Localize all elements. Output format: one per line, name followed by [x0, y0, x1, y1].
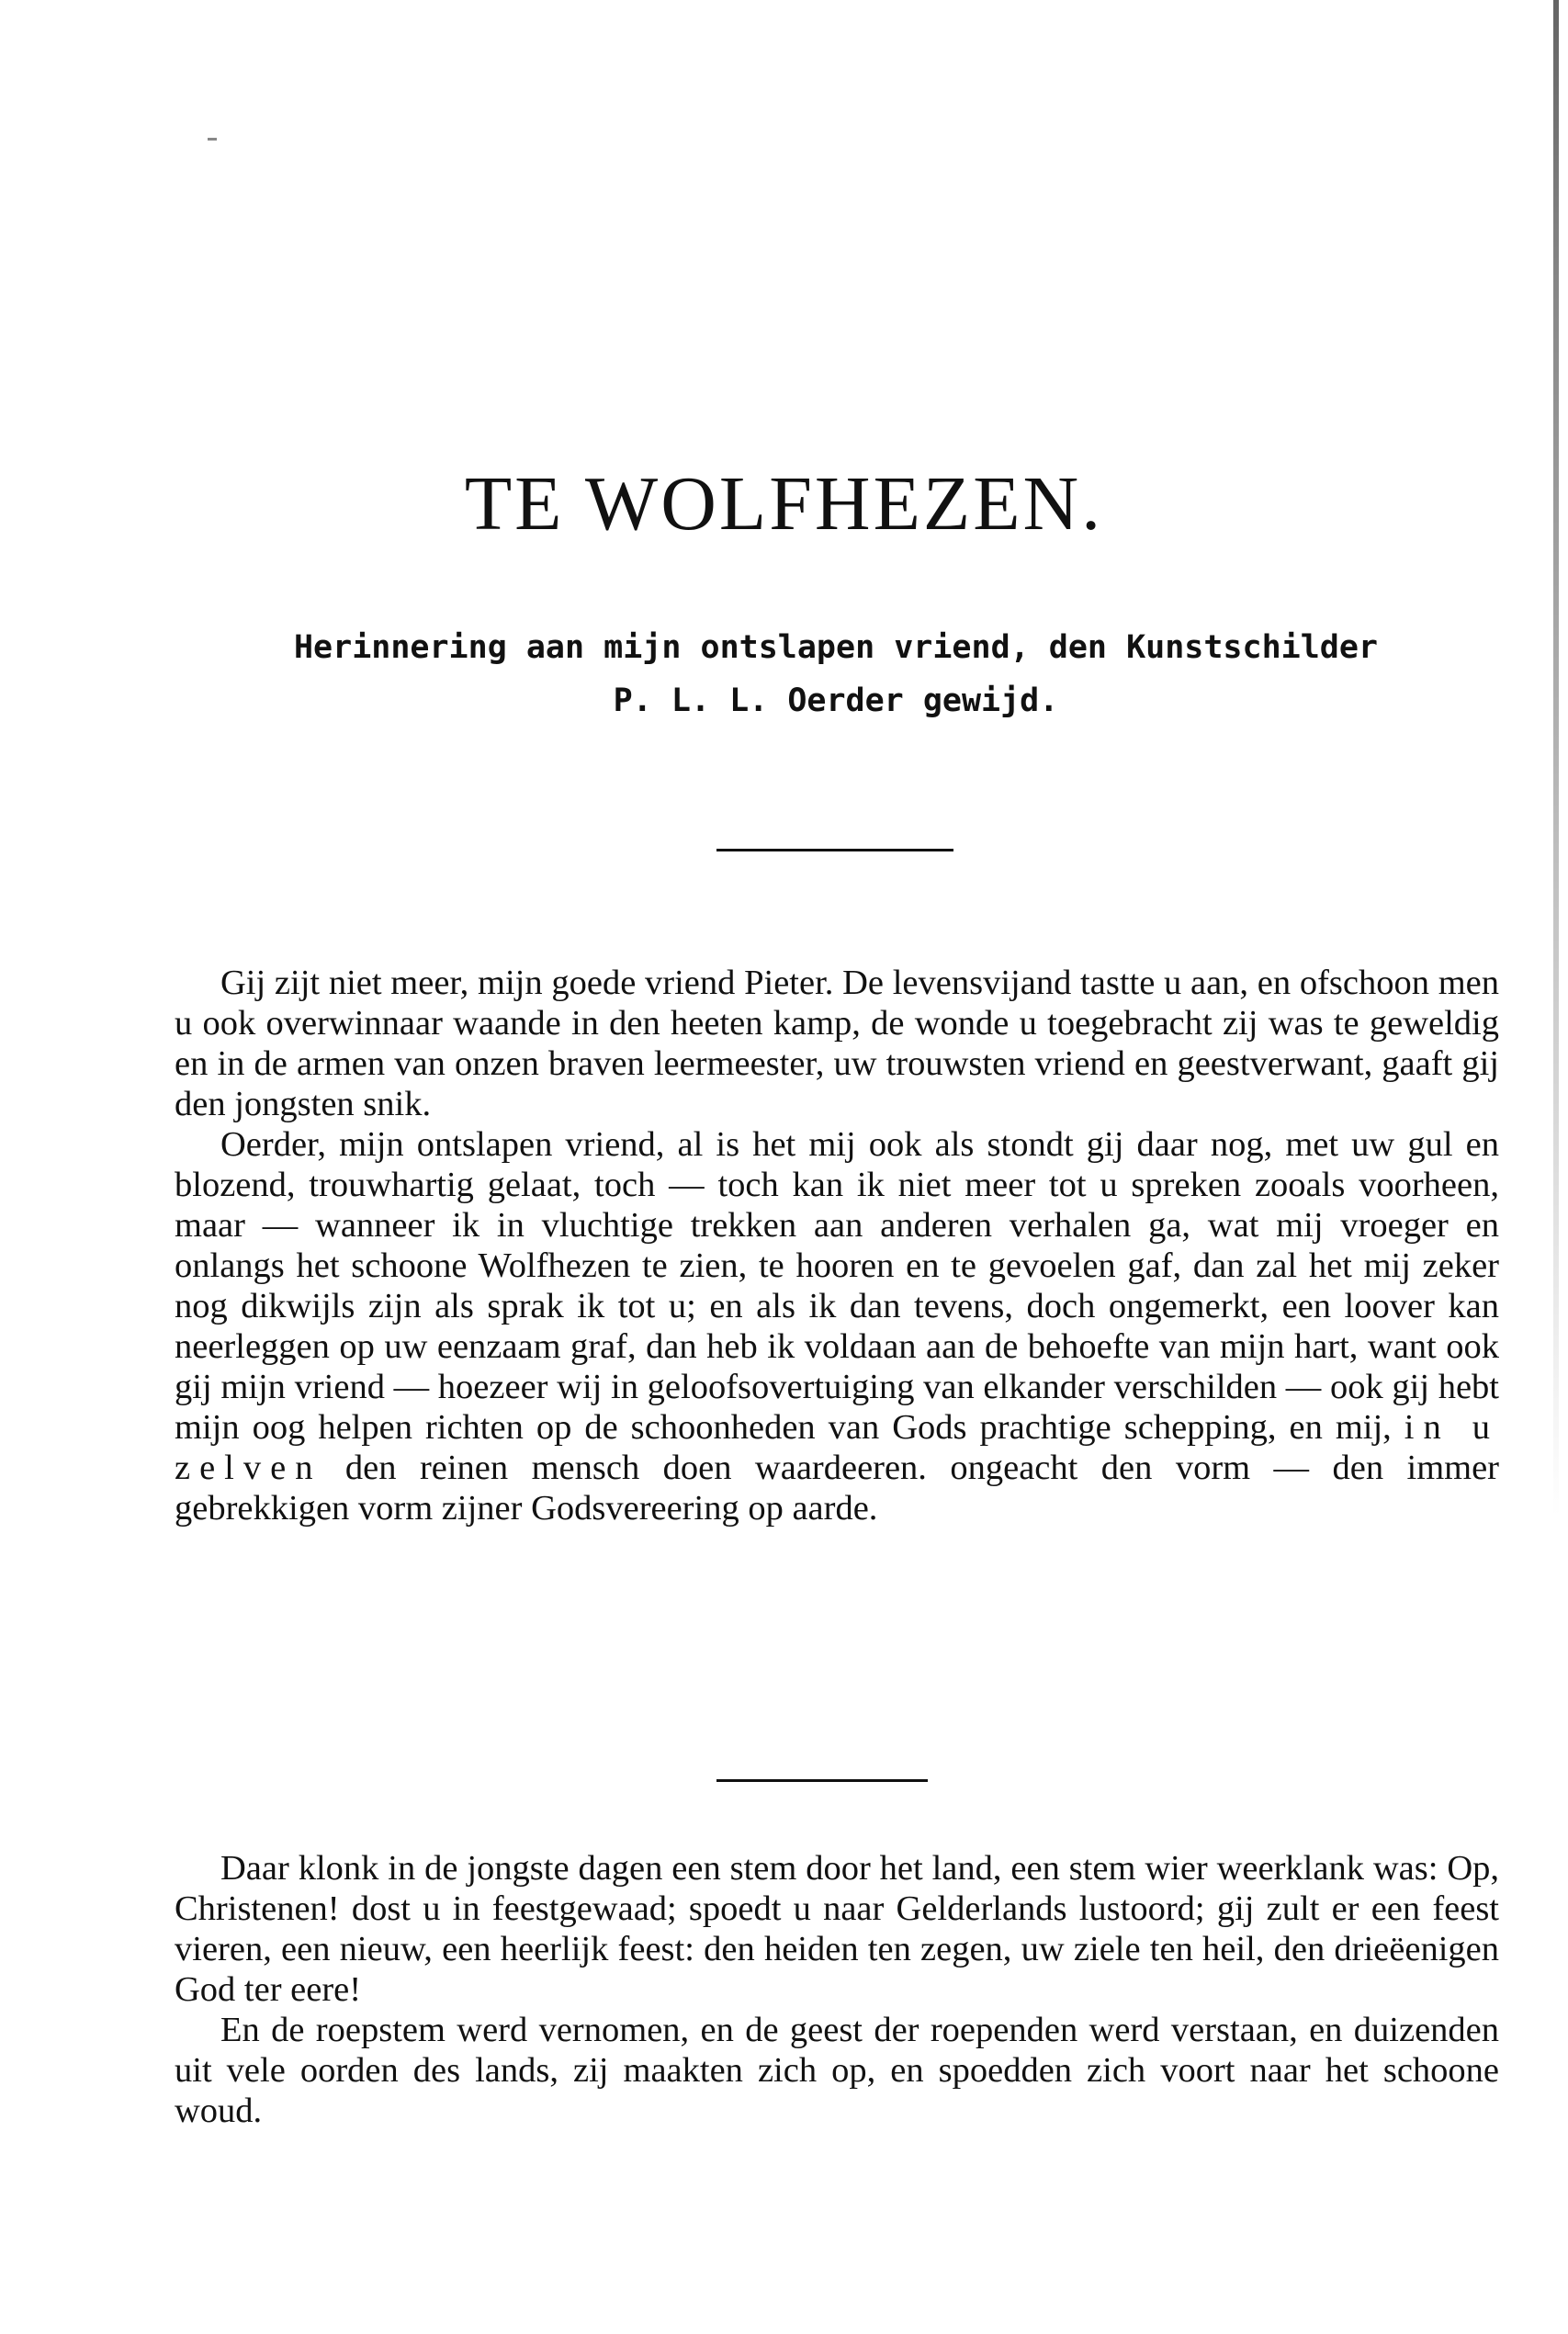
print-speck	[208, 138, 217, 141]
dedication-subtitle	[175, 621, 1497, 727]
paragraph-4: En de roepstem werd vernomen, en de geest der roependen werd verstaan, en duizenden uit vele oorden des lands, zij maakten zich op, en spoedden zich voort naar het schoone woud.	[175, 2011, 1499, 2130]
section-divider-1	[716, 849, 953, 851]
paragraph-2-emphasis: in u zelven	[175, 1408, 1499, 1487]
section-divider-2	[716, 1779, 928, 1782]
paragraph-1: Gij zijt niet meer, mijn goede vriend Pieter. De levensvijand tastte u aan, en ofschoon men u ook overwinnaar waande in den heeten kamp, de wonde u toegebracht zij was te geweldig en in de armen van onzen braven leermeester, uw trouwsten vriend en geestverwant, gaaft gij den jongsten snik.	[175, 964, 1499, 1123]
chapter-title: TE WOLFHEZEN.	[464, 461, 1104, 547]
body-section-1	[175, 963, 1499, 1528]
subtitle-line-2: P. L. L. Oerder gewijd.	[613, 682, 1059, 719]
paragraph-3: Daar klonk in de jongste dagen een stem door het land, een stem wier weerklank was: Op, Christenen! dost u in feestgewaad; spoedt u naar Gelderlands lustoord; gij zult er een feest vieren, een nieuw, een heerlijk feest: den heiden ten zegen, uw ziele ten heil, den drieëenigen God ter eere!	[175, 1849, 1499, 2009]
body-section-2	[175, 1848, 1499, 2131]
subtitle-line-1: Herinnering aan mijn ontslapen vriend, den Kunstschilder	[293, 629, 1379, 666]
paragraph-2	[175, 1124, 1499, 1528]
page-edge-shadow	[1553, 0, 1559, 1516]
paragraph-2-text-a: Oerder, mijn ontslapen vriend, al is het mij ook als stondt gij daar nog, met uw gul en blozend, trouwhartig gelaat, toch — toch kan ik niet meer tot u spreken zooals voorheen, maar — wanneer ik in vluchtige trekken aan anderen verhalen ga, wat mij vroeger en onlangs het schoone Wolfhezen te zien, te hooren en te gevoelen gaf, dan zal het mij zeker nog dikwijls zijn als sprak ik tot u; en als ik dan tevens, doch ongemerkt, een loover kan neerleggen op uw eenzaam graf, dan heb ik voldaan aan de behoefte van mijn hart, want ook gij mijn vriend — hoezeer wij in geloofsovertuiging van elkander verschilden — ook gij hebt mijn oog helpen richten op de schoonheden van Gods prachtige schepping, en mij,	[175, 1125, 1499, 1447]
paragraph-2-text-b: den reinen mensch doen waardeeren. ongeacht den vorm — den immer gebrekkigen vorm zijner Godsvereering op aarde.	[175, 1449, 1500, 1528]
